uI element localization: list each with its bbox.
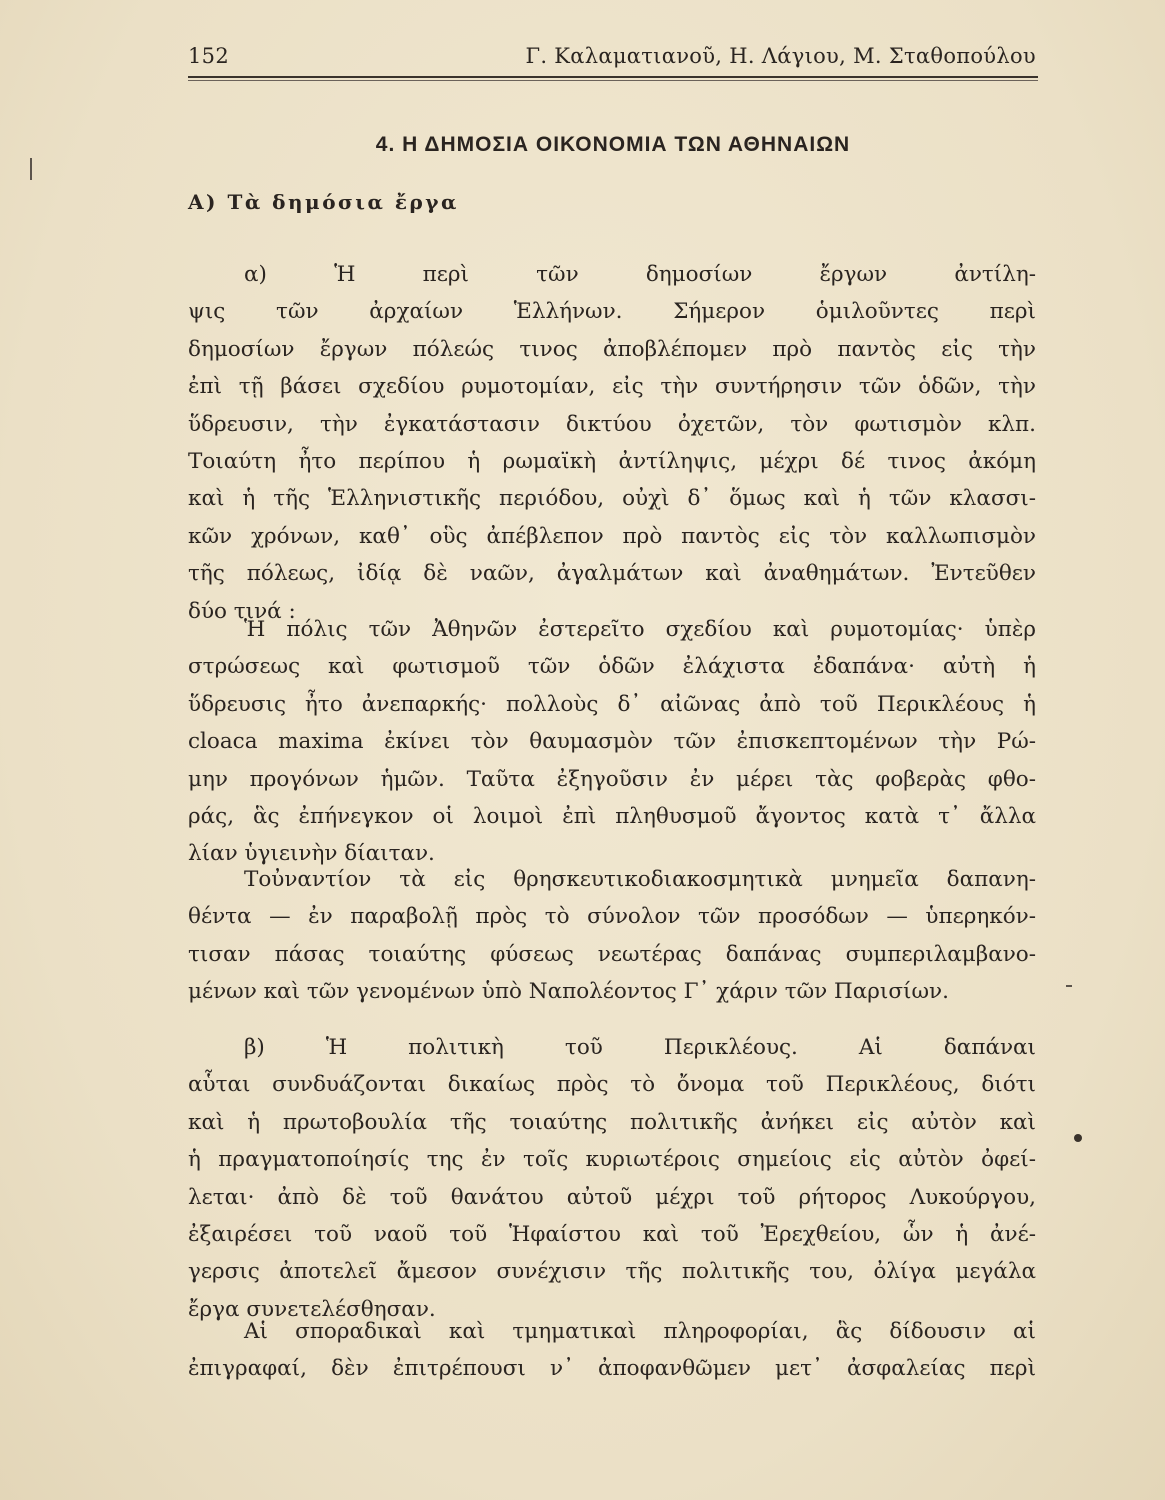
section-title: 4. Η ΔΗΜΟΣΙΑ ΟΙΚΟΝΟΜΙΑ ΤΩΝ ΑΘΗΝΑΙΩΝ (375, 133, 851, 156)
text-line: θέντα — ἐν παραβολῇ πρὸς τὸ σύνολον τῶν προσόδων — ὑπερηκόν- (188, 904, 1036, 930)
text-line: ἐξαιρέσει τοῦ ναοῦ τοῦ Ἡφαίστου καὶ τοῦ Ἐρεχθείου, ὧν ἡ ἀνέ- (188, 1222, 1036, 1248)
text-line: ὕδρευσιν, τὴν ἐγκατάστασιν δικτύου ὀχετῶν, τὸν φωτισμὸν κλπ. (188, 411, 1036, 437)
text-line: Αἱ σποραδικαὶ καὶ τμηματικαὶ πληροφορίαι, ἃς δίδουσιν αἱ (244, 1319, 1036, 1344)
text-line: μην προγόνων ἡμῶν. Ταῦτα ἐξηγοῦσιν ἐν μέρει τὰς φοβερὰς φθο- (188, 766, 1036, 792)
text-line: δημοσίων ἔργων πόλεώς τινος ἀποβλέπομεν πρὸ παντὸς εἰς τὴν (188, 336, 1036, 362)
text-line: δύο τινά : (188, 598, 296, 624)
text-line: α) Ἡ περὶ τῶν δημοσίων ἔργων ἀντίλη- (244, 262, 1036, 287)
header-authors: Γ. Καλαματιανοῦ, Η. Λάγιου, Μ. Σταθοπούλου (525, 44, 1036, 68)
text-line: κῶν χρόνων, καθ᾽ οὓς ἀπέβλεπον πρὸ παντὸς εἰς τὸν καλλωπισμὸν (188, 523, 1036, 549)
paragraph-2 (188, 611, 1036, 873)
text-line: λεται· ἀπὸ δὲ τοῦ θανάτου αὐτοῦ μέχρι τοῦ ρήτορος Λυκούργου, (188, 1184, 1036, 1210)
subsection-heading: Α) Τὰ δημόσια ἔργα (188, 190, 459, 214)
text-line: γερσις ἀποτελεῖ ἄμεσον συνέχισιν τῆς πολιτικῆς του, ὀλίγα μεγάλα (188, 1259, 1036, 1285)
margin-mark (30, 158, 32, 180)
text-line: β) Ἡ πολιτικὴ τοῦ Περικλέους. Αἱ δαπάναι (244, 1035, 1036, 1060)
paragraph-4 (188, 1029, 1036, 1328)
text-line: αὗται συνδυάζονται δικαίως πρὸς τὸ ὄνομα τοῦ Περικλέους, διότι (188, 1072, 1036, 1098)
text-line: τισαν πάσας τοιαύτης φύσεως νεωτέρας δαπάνας συμπεριλαμβανο- (188, 941, 1036, 967)
text-line: ἔργα συνετελέσθησαν. (188, 1296, 436, 1322)
header-rule (188, 76, 1038, 78)
margin-dash (1066, 985, 1072, 987)
text-line: καὶ ἡ τῆς Ἑλληνιστικῆς περιόδου, οὐχὶ δ᾽ ὅμως καὶ ἡ τῶν κλασσι- (188, 486, 1036, 512)
text-line: Ἡ πόλις τῶν Ἀθηνῶν ἐστερεῖτο σχεδίου καὶ ρυμοτομίας· ὑπὲρ (244, 617, 1036, 642)
text-line: Τοὐναντίον τὰ εἰς θρησκευτικοδιακοσμητικὰ μνημεῖα δαπανη- (244, 867, 1036, 892)
text-line: ἐπιγραφαί, δὲν ἐπιτρέπουσι ν᾽ ἀποφανθῶμεν μετ᾽ ἀσφαλείας περὶ (188, 1356, 1036, 1382)
text-line: Τοιαύτη ἦτο περίπου ἡ ρωμαϊκὴ ἀντίληψις, μέχρι δέ τινος ἀκόμη (188, 449, 1036, 475)
text-line: cloaca maxima ἐκίνει τὸν θαυμασμὸν τῶν ἐπισκεπτομένων τὴν Ρώ- (188, 729, 1036, 755)
text-line: ράς, ἃς ἐπήνεγκον οἱ λοιμοὶ ἐπὶ πληθυσμοῦ ἄγοντος κατὰ τ᾽ ἄλλα (188, 804, 1036, 830)
text-line: στρώσεως καὶ φωτισμοῦ τῶν ὁδῶν ἐλάχιστα ἐδαπάνα· αὐτὴ ἡ (188, 654, 1036, 680)
text-line: λίαν ὑγιεινὴν δίαιταν. (188, 841, 435, 867)
text-line: ἡ πραγματοποίησίς της ἐν τοῖς κυριωτέροις σημείοις εἰς αὐτὸν ὀφεί- (188, 1147, 1036, 1173)
paragraph-5 (188, 1313, 1036, 1388)
margin-dot (1074, 1134, 1082, 1142)
page-number: 152 (188, 44, 229, 68)
text-line: μένων καὶ τῶν γενομένων ὑπὸ Ναπολέοντος Γ᾽ χάριν τῶν Παρισίων. (188, 979, 949, 1005)
text-line: καὶ ἡ πρωτοβουλία τῆς τοιαύτης πολιτικῆς ἀνήκει εἰς αὐτὸν καὶ (188, 1109, 1036, 1135)
text-line: ὕδρευσις ἦτο ἀνεπαρκής· πολλοὺς δ᾽ αἰῶνας ἀπὸ τοῦ Περικλέους ἡ (188, 691, 1036, 717)
running-header (188, 44, 1036, 76)
text-line: ψις τῶν ἀρχαίων Ἑλλήνων. Σήμερον ὁμιλοῦντες περὶ (188, 299, 1036, 325)
text-line: ἐπὶ τῇ βάσει σχεδίου ρυμοτομίαν, εἰς τὴν συντήρησιν τῶν ὁδῶν, τὴν (188, 374, 1036, 400)
paragraph-1 (188, 256, 1036, 630)
text-line: τῆς πόλεως, ἰδίᾳ δὲ ναῶν, ἀγαλμάτων καὶ ἀναθημάτων. Ἐντεῦθεν (188, 561, 1036, 587)
header-rule-thin (188, 80, 1038, 81)
paragraph-3 (188, 861, 1036, 1011)
